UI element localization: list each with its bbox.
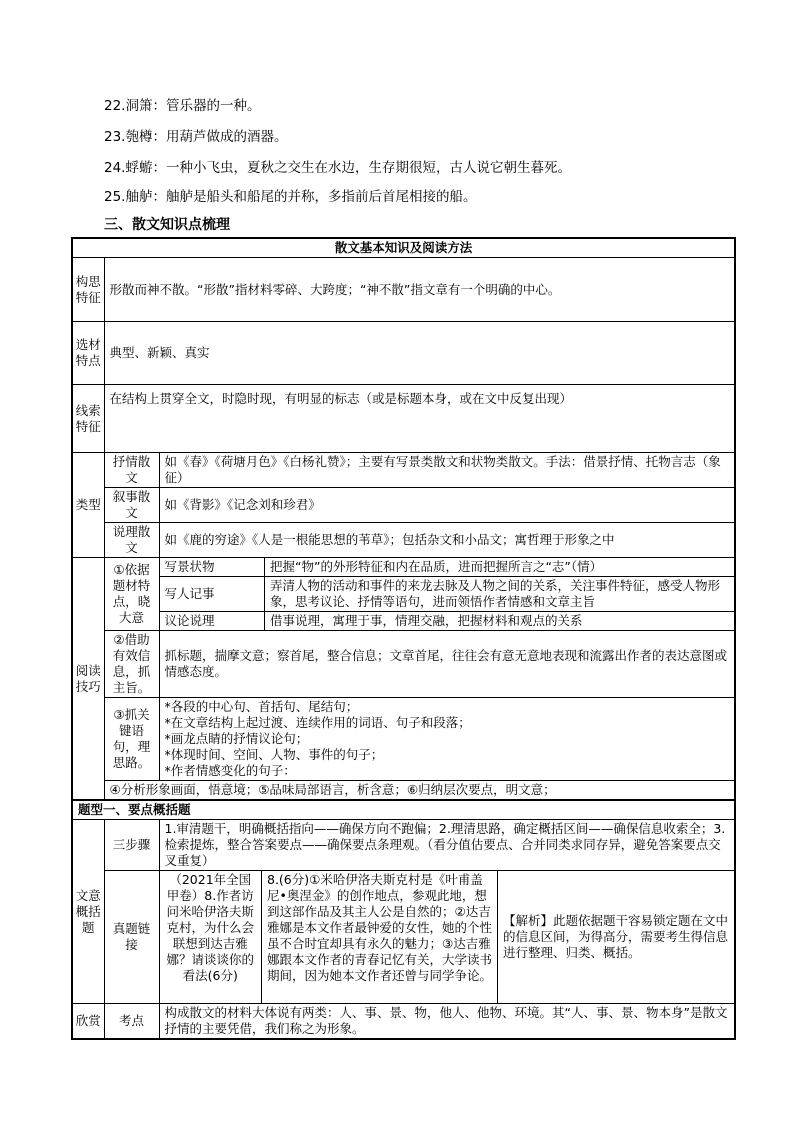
leixing-content-1: 如《春》《荷塘月色》《白杨礼赞》；主要有写景类散文和状物类散文。手法：借景抒情、托物言志（象征） <box>159 453 735 488</box>
real-analysis: 【解析】此题依据题干容易锁定题在文中的信息区间，为得高分，需要考生得信息进行整理、归类、概括。 <box>503 913 729 960</box>
real-subtable <box>160 871 735 1003</box>
tip1-type-3: 议论说理 <box>160 612 265 631</box>
gousi-content: 形散而神不散。“形散”指材料零碎、大跨度；“神不散”指文章有一个明确的中心。 <box>104 258 735 322</box>
leixing-content-2: 如《背影》《记念刘和珍君》 <box>159 488 735 523</box>
xuancai-content: 典型、新颖、真实 <box>104 322 735 385</box>
real-question: （2021年全国甲卷）8.作者访问米哈伊洛夫斯克村，为什么会联想到达吉雅娜？请谈谈你的看法(6分) <box>160 871 262 1003</box>
steps-label: 三步骤 <box>104 820 159 871</box>
tip1-content-1: 把握“物”的外形特征和内在品质，进而把握所言之“志”（情） <box>265 558 735 577</box>
note-24: 24.蜉蝣：一种小飞虫，夏秋之交生在水边，生存期很短，古人说它朝生暮死。 <box>104 160 571 176</box>
tixing1-label: 文意概括题 <box>72 820 104 1004</box>
leixing-name-3: 说理散文 <box>104 523 159 558</box>
tip1-subtable <box>160 558 735 630</box>
real-answer: 8.(6分)①米哈伊洛夫斯克村是《叶甫盖尼•奥涅金》的创作地点，参观此地，想到这部作品及其主人公是自然的；②达吉雅娜是本文作者最钟爱的女性，她的个性虽不合时宜却具有永久的魅力；③达吉雅娜跟本文作者的青春记忆有关，大学读书期间，因为她本文作者还曾与同学争论。 <box>262 871 498 1003</box>
tip2-name: ②借助有效信息，抓主旨。 <box>104 631 159 698</box>
leixing-name-2: 叙事散文 <box>104 488 159 523</box>
xiansuo-label: 线索特征 <box>72 385 104 453</box>
table-title: 散文基本知识及阅读方法 <box>72 238 735 258</box>
section-heading: 三、散文知识点梳理 <box>104 217 230 233</box>
xinshang-content: 构成散文的材料大体说有两类：人、事、景、物，他人、他物、环境。其“人、事、景、物本身”是散文抒情的主要凭借，我们称之为形象。 <box>159 1004 735 1040</box>
kaodian-label: 考点 <box>104 1004 159 1040</box>
note-22: 22.洞箫：管乐器的一种。 <box>104 98 261 114</box>
tixing1-title: 题型一、要点概括题 <box>72 800 735 820</box>
leixing-name-1: 抒情散文 <box>104 453 159 488</box>
tip1-type-2: 写人记事 <box>160 577 265 612</box>
gousi-label: 构思特征 <box>72 258 104 322</box>
xinshang-label: 欣赏 <box>72 1004 104 1040</box>
tip4-content: ④分析形象画面，悟意境；⑤品味局部语言，析含意；⑥归纳层次要点，明文意； <box>104 781 735 801</box>
tip1-content-2: 弄清人物的活动和事件的来龙去脉及人物之间的关系，关注事件特征，感受人物形象，思考议论、抒情等语句，进而领悟作者情感和文章主旨 <box>265 577 735 612</box>
knowledge-table <box>71 237 736 1040</box>
xiansuo-content: 在结构上贯穿全文，时隐时现，有明显的标志（或是标题本身，或在文中反复出现） <box>104 385 735 453</box>
leixing-label: 类型 <box>72 453 104 558</box>
tip3-name: ③抓关键语句，理思路。 <box>104 698 159 781</box>
tip1-name: ①依据题材特点，晓大意 <box>104 558 159 631</box>
note-25: 25.舳舻：舳舻是船头和船尾的并称，多指前后首尾相接的船。 <box>104 189 477 205</box>
tip1-type-1: 写景状物 <box>160 558 265 577</box>
yuedu-label: 阅读技巧 <box>72 558 104 801</box>
real-cell <box>159 871 735 1004</box>
tip1-cell <box>159 558 735 631</box>
tip3-item: *各段的中心句、首括句、尾结句； <box>164 699 359 714</box>
tip1-content-3: 借事说理，寓理于事，情理交融，把握材料和观点的关系 <box>265 612 735 631</box>
steps-content: 1.审清题干，明确概括指向——确保方向不跑偏；2.理清思路，确定概括区间——确保信息收索全；3.检索提炼，整合答案要点——确保要点条理观。（看分值估要点、合并同类求同存异，避免答案要点交叉重复） <box>159 820 735 871</box>
tip3-item: *在文章结构上起过渡、连续作用的词语、句子和段落； <box>164 715 471 730</box>
tip3-list <box>159 698 735 781</box>
tip3-item: *画龙点睛的抒情议论句； <box>164 731 309 746</box>
xuancai-label: 选材特点 <box>72 322 104 385</box>
tip2-content: 抓标题，揣摩文意；察首尾，整合信息；文章首尾，往往会有意无意地表现和流露出作者的表达意图或情感态度。 <box>159 631 735 698</box>
note-23: 23.匏樽：用葫芦做成的酒器。 <box>104 129 288 145</box>
tip3-item: *体现时间、空间、人物、事件的句子； <box>164 747 384 762</box>
tip3-item: *作者情感变化的句子： <box>164 763 296 778</box>
real-label: 真题链接 <box>104 871 159 1004</box>
leixing-content-3: 如《鹿的穷途》《人是一根能思想的苇草》；包括杂文和小品文；寓哲理于形象之中 <box>159 523 735 558</box>
